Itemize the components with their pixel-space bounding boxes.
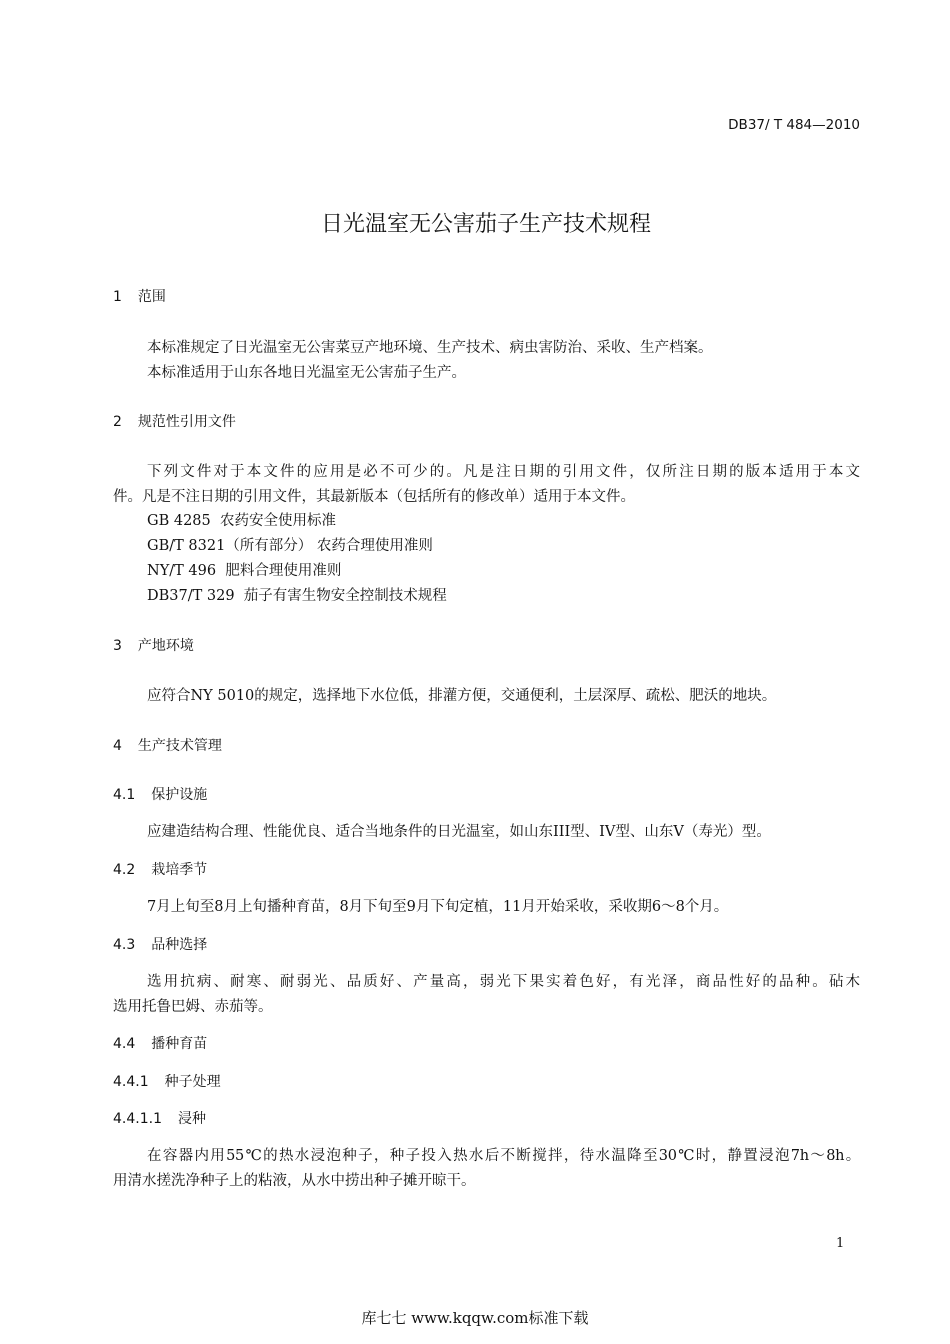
section-1-heading: 1 范围	[113, 289, 166, 305]
reference-item: DB37/T 329 茄子有害生物安全控制技术规程	[147, 588, 447, 604]
reference-item: GB 4285 农药安全使用标准	[147, 513, 336, 529]
header-code: DB37/ T 484—2010	[728, 117, 860, 133]
paragraph-line: 在容器内用55℃的热水浸泡种子，种子投入热水后不断搅拌，待水温降至30℃时，静置浸泡7h～8h。	[147, 1148, 860, 1164]
section-4-4-1-1-heading: 4.4.1.1 浸种	[113, 1111, 206, 1127]
paragraph-line: 选用抗病、耐寒、耐弱光、品质好、产量高，弱光下果实着色好，有光泽，商品性好的品种。砧木	[147, 974, 860, 990]
paragraph-line: 应符合NY 5010的规定，选择地下水位低，排灌方便，交通便利，土层深厚、疏松、肥沃的地块。	[147, 688, 777, 704]
section-4-2-heading: 4.2 栽培季节	[113, 862, 208, 878]
paragraph-line: 选用托鲁巴姆、赤茄等。	[113, 999, 273, 1015]
section-3-heading: 3 产地环境	[113, 638, 194, 654]
paragraph-line: 应建造结构合理、性能优良、适合当地条件的日光温室，如山东III型、IV型、山东V（寿光）型。	[147, 824, 771, 840]
section-2-heading: 2 规范性引用文件	[113, 414, 236, 430]
paragraph-line: 本标准适用于山东各地日光温室无公害茄子生产。	[147, 365, 466, 381]
section-4-1-heading: 4.1 保护设施	[113, 787, 208, 803]
paragraph-line: 7月上旬至8月上旬播种育苗，8月下旬至9月下旬定植，11月开始采收，采收期6～8个月。	[147, 899, 729, 915]
paragraph-line: 本标准规定了日光温室无公害菜豆产地环境、生产技术、病虫害防治、采收、生产档案。	[147, 340, 713, 356]
section-4-heading: 4 生产技术管理	[113, 738, 222, 754]
footer-watermark: 库七七 www.kqqw.com标准下载	[361, 1309, 589, 1327]
section-4-3-heading: 4.3 品种选择	[113, 937, 208, 953]
page-number: 1	[836, 1236, 845, 1251]
reference-item: NY/T 496 肥料合理使用准则	[147, 563, 342, 579]
reference-item: GB/T 8321（所有部分） 农药合理使用准则	[147, 538, 433, 554]
paragraph-line: 下列文件对于本文件的应用是必不可少的。凡是注日期的引用文件，仅所注日期的版本适用于本文	[147, 464, 860, 480]
page-title: 日光温室无公害茄子生产技术规程	[320, 212, 651, 237]
section-4-4-heading: 4.4 播种育苗	[113, 1036, 208, 1052]
paragraph-line: 用清水搓洗净种子上的粘液，从水中捞出种子摊开晾干。	[113, 1173, 476, 1189]
section-4-4-1-heading: 4.4.1 种子处理	[113, 1074, 221, 1090]
paragraph-line: 件。凡是不注日期的引用文件，其最新版本（包括所有的修改单）适用于本文件。	[113, 489, 635, 505]
